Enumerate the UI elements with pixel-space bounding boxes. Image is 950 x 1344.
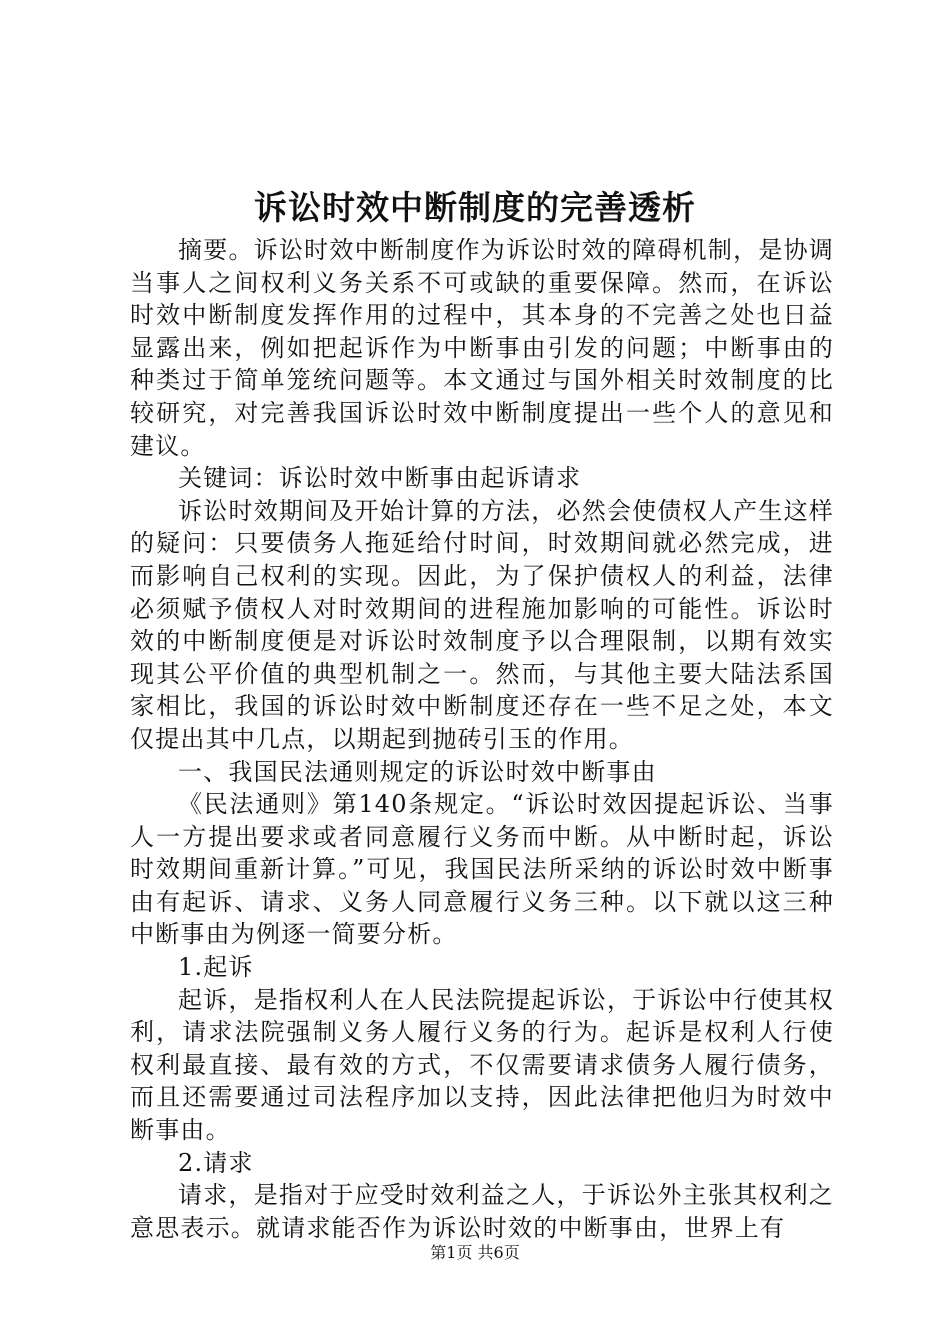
document-title: 诉讼时效中断制度的完善透析 xyxy=(254,188,696,227)
subsection-heading-1: 1.起诉 xyxy=(178,953,254,982)
body-paragraph: 请求，是指对于应受时效利益之人，于诉讼外主张其权利之意思表示。就请求能否作为诉讼时效的中断事由，世界上有 xyxy=(130,1181,834,1242)
body-paragraph: 《民法通则》第140条规定。“诉讼时效因提起诉讼、当事人一方提出要求或者同意履行义务而中断。从中断时起，诉讼时效期间重新计算。”可见，我国民法所采纳的诉讼时效中断事由有起诉、请求、义务人同意履行义务三种。以下就以这三种中断事由为例逐一简要分析。 xyxy=(130,790,834,949)
keywords-paragraph: 关键词：诉讼时效中断事由起诉请求 xyxy=(178,464,582,493)
body-paragraph: 起诉，是指权利人在人民法院提起诉讼，于诉讼中行使其权利，请求法院强制义务人履行义务的行为。起诉是权利人行使权利最直接、最有效的方式，不仅需要请求债务人履行债务，而且还需要通过司法程序加以支持，因此法律把他归为时效中断事由。 xyxy=(130,985,834,1145)
intro-paragraph: 诉讼时效期间及开始计算的方法，必然会使债权人产生这样的疑问：只要债务人拖延给付时间，时效期间就必然完成，进而影响自己权利的实现。因此，为了保护债权人的利益，法律必须赋予债权人对时效期间的进程施加影响的可能性。诉讼时效的中断制度便是对诉讼时效制度予以合理限制，以期有效实现其公平价值的典型机制之一。然而，与其他主要大陆法系国家相比，我国的诉讼时效中断制度还存在一些不足之处，本文仅提出其中几点，以期起到抛砖引玉的作用。 xyxy=(130,496,834,753)
document-body xyxy=(130,234,834,1244)
page-footer: 第1页 共6页 xyxy=(430,1243,520,1262)
abstract-paragraph: 摘要。诉讼时效中断制度作为诉讼时效的障碍机制，是协调当事人之间权利义务关系不可或缺的重要保障。然而，在诉讼时效中断制度发挥作用的过程中，其本身的不完善之处也日益显露出来，例如把起诉作为中断事由引发的问题；中断事由的种类过于简单笼统问题等。本文通过与国外相关时效制度的比较研究，对完善我国诉讼时效中断制度提出一些个人的意见和建议。 xyxy=(130,236,834,460)
subsection-heading-2: 2.请求 xyxy=(178,1148,254,1177)
section-heading-1: 一、我国民法通则规定的诉讼时效中断事由 xyxy=(178,757,657,786)
